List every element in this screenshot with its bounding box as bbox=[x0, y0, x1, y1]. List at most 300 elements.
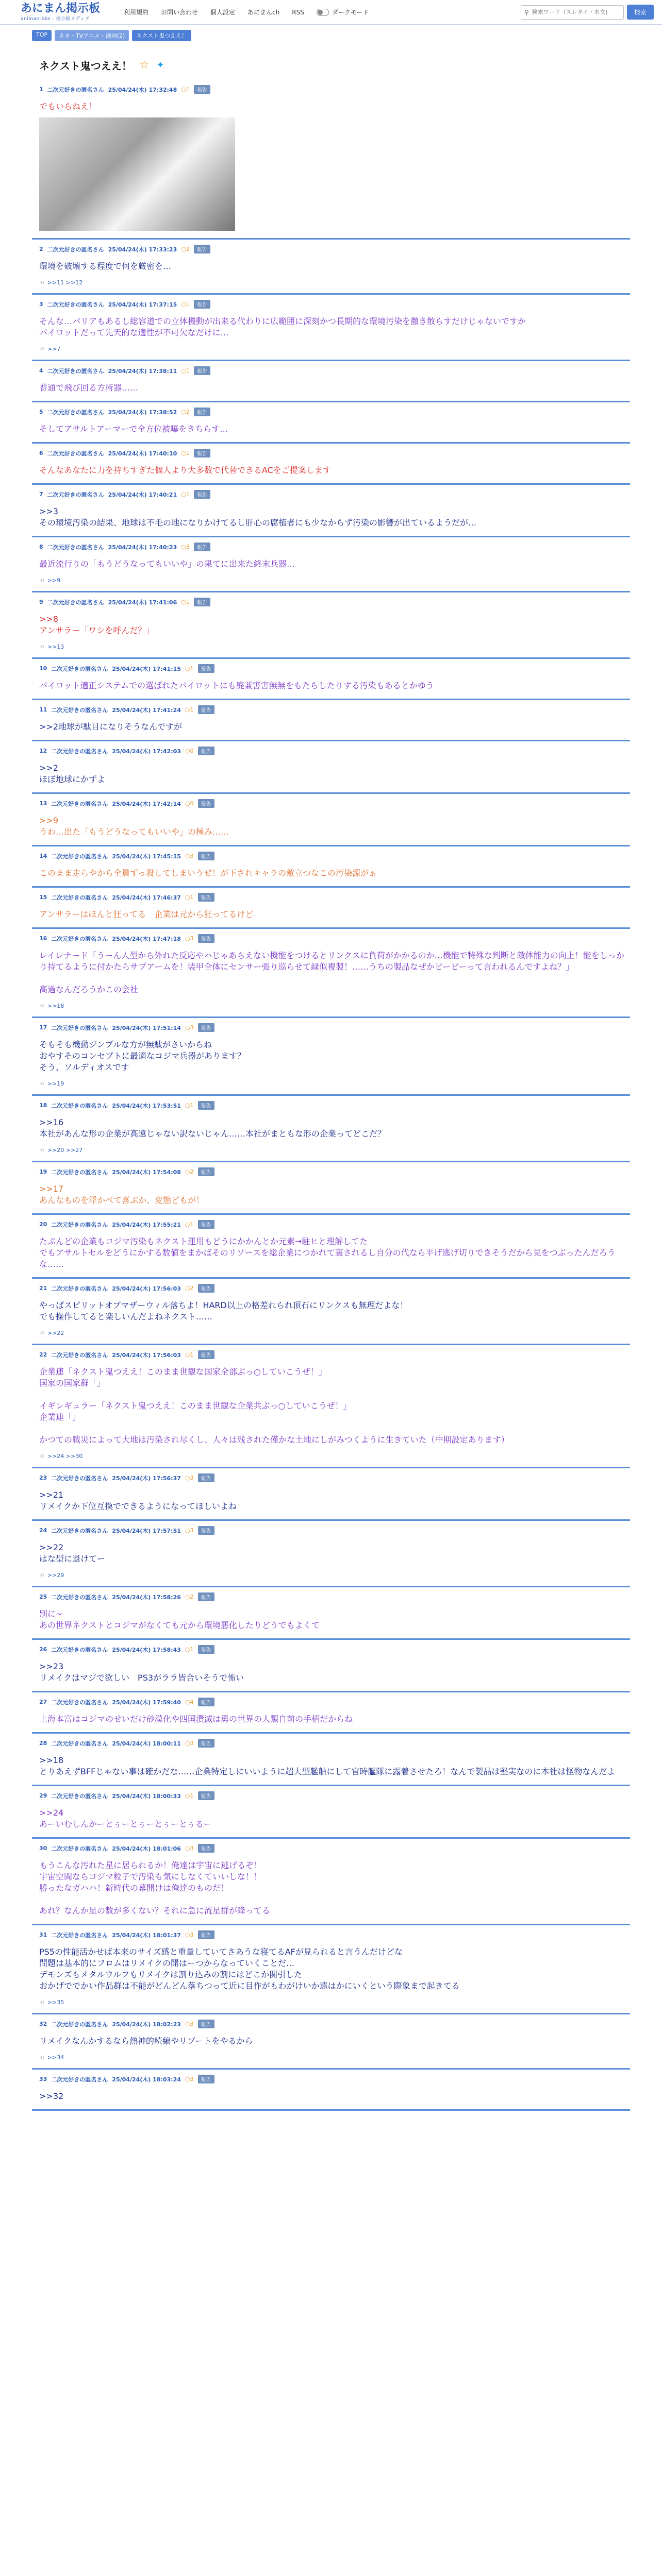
post-header bbox=[39, 366, 630, 375]
nav-settings[interactable]: 個人設定 bbox=[210, 9, 236, 16]
post-body: そんなあなたに力を持ちすぎた個人より大多数で代替できるACをご提案します bbox=[39, 465, 331, 475]
post bbox=[32, 485, 630, 537]
reply-link[interactable]: >>35 bbox=[47, 1999, 64, 2006]
post-header bbox=[39, 1791, 630, 1800]
post-number[interactable]: 19 bbox=[39, 1168, 47, 1175]
post-date: 25/04/24(木) 17:38:11 bbox=[108, 367, 177, 375]
poster-name: 二次元好きの匿名さん bbox=[51, 935, 108, 942]
post-header bbox=[39, 1592, 630, 1601]
poster-name: 二次元好きの匿名さん bbox=[47, 246, 104, 253]
poster-name: 二次元好きの匿名さん bbox=[51, 1699, 108, 1706]
post-body: >>22 はな型に退けてー bbox=[39, 1543, 106, 1564]
post-body: もうこんな汚れた星に居られるか！俺達は宇宙に逃げるぞ！ 宇宙空間ならコジマ粒子で汚染も気にしなくていいしな！！ 勝ったなガハハ！新時代の幕開けは俺達のものだ！ あれ？なんか星の数が多くない？それに急に流星群が降ってる bbox=[39, 1860, 271, 1916]
post-body: >>3 その環境汚染の結果、地球は不毛の地になりかけてるし肝心の腐植者にも少なからず汚染の影響が出ているようだが… bbox=[39, 506, 477, 528]
reply-links bbox=[39, 2054, 630, 2061]
post-header bbox=[39, 1930, 630, 1939]
post-image[interactable] bbox=[39, 117, 235, 231]
report-button[interactable]: 報告 bbox=[194, 543, 210, 551]
post bbox=[32, 1640, 630, 1692]
report-button[interactable]: 報告 bbox=[198, 893, 214, 902]
post-header bbox=[39, 2020, 630, 2028]
search-input[interactable] bbox=[531, 8, 620, 16]
report-button[interactable]: 報告 bbox=[198, 1698, 214, 1706]
post-date: 25/04/24(木) 18:01:06 bbox=[112, 1845, 181, 1852]
good-count[interactable]: ○2 bbox=[181, 409, 190, 415]
post-header bbox=[39, 1101, 630, 1110]
reply-links bbox=[39, 1147, 630, 1154]
report-button[interactable]: 報告 bbox=[198, 1844, 214, 1853]
breadcrumb bbox=[0, 25, 662, 41]
report-button[interactable]: 報告 bbox=[194, 598, 210, 606]
post-body: >>9 うわ…出た「もうどうなってもいいや」の極み…… bbox=[39, 816, 229, 837]
good-count[interactable]: ○3 bbox=[185, 1931, 194, 1938]
post-number[interactable]: 29 bbox=[39, 1792, 47, 1799]
post-number[interactable]: 10 bbox=[39, 665, 47, 672]
search-button[interactable]: 検索 bbox=[627, 5, 654, 20]
post bbox=[32, 888, 630, 929]
post-header bbox=[39, 747, 630, 755]
reply-link[interactable]: >>7 bbox=[47, 346, 61, 352]
site-subtitle: animan-bbs - 掲示板メディア bbox=[21, 16, 90, 22]
post-date: 25/04/24(木) 17:45:15 bbox=[112, 853, 181, 860]
post-number[interactable]: 11 bbox=[39, 706, 47, 713]
poster-name: 二次元好きの匿名さん bbox=[51, 800, 108, 807]
report-button[interactable]: 報告 bbox=[198, 1284, 214, 1293]
post-header bbox=[39, 934, 630, 943]
post-number[interactable]: 32 bbox=[39, 2021, 47, 2027]
post-date: 25/04/24(木) 17:56:03 bbox=[112, 1351, 181, 1359]
report-button[interactable]: 報告 bbox=[194, 85, 210, 94]
poster-name: 二次元好きの匿名さん bbox=[51, 706, 108, 714]
poster-name: 二次元好きの匿名さん bbox=[51, 748, 108, 755]
post-header bbox=[39, 1023, 630, 1032]
post bbox=[32, 592, 630, 659]
post-body: 企業連「ネクスト鬼つええ！このまま世観な国家全部ぶっ○していこうぜ！」 国家の国家群「」 イギレギュラー「ネクスト鬼つええ！このまま世観な企業共ぶっ○していこうぜ！」 企業連「」 かつての戦災によって大地は汚染され尽くし、人々は残された僅かな土地にしがみつくように生きていた（中期設定あります） bbox=[39, 1367, 509, 1445]
twitter-share-icon[interactable]: ✦ bbox=[156, 60, 164, 71]
report-button[interactable]: 報告 bbox=[198, 2075, 214, 2083]
report-button[interactable]: 報告 bbox=[194, 366, 210, 375]
report-button[interactable]: 報告 bbox=[198, 1350, 214, 1359]
poster-name: 二次元好きの匿名さん bbox=[51, 1845, 108, 1852]
post bbox=[32, 1018, 630, 1096]
report-button[interactable]: 報告 bbox=[198, 799, 214, 808]
post bbox=[32, 1345, 630, 1468]
poster-name: 二次元好きの匿名さん bbox=[47, 409, 104, 416]
favorite-star-icon[interactable]: ☆ bbox=[139, 59, 150, 72]
reply-hand-icon: ☜ bbox=[39, 1330, 44, 1336]
nav-rss[interactable]: RSS bbox=[292, 8, 304, 16]
poster-name: 二次元好きの匿名さん bbox=[51, 1168, 108, 1176]
reply-hand-icon: ☜ bbox=[39, 2054, 44, 2061]
reply-links bbox=[39, 1999, 630, 2006]
post-number[interactable]: 24 bbox=[39, 1527, 47, 1534]
reply-hand-icon: ☜ bbox=[39, 1080, 44, 1087]
post bbox=[32, 1162, 630, 1215]
post-header bbox=[39, 705, 630, 714]
post-date: 25/04/24(木) 17:33:23 bbox=[108, 246, 177, 253]
post-body: >>24 あーいむしんかーとぅーとぅーとぅーとぅるー bbox=[39, 1808, 212, 1829]
post bbox=[32, 240, 630, 295]
nav-animan-ch[interactable]: あにまんch bbox=[247, 9, 280, 16]
thread-header bbox=[32, 45, 630, 80]
reply-link[interactable]: >>11 >>12 bbox=[47, 279, 83, 286]
good-count[interactable]: ○1 bbox=[181, 367, 190, 374]
post-body: >>16 本社があんな形の企業が高遠じゃない訳ないじゃん……本社がまともな形の企業ってどこだ？ bbox=[39, 1117, 386, 1139]
post-header bbox=[39, 245, 630, 253]
post-number[interactable]: 8 bbox=[39, 544, 43, 550]
poster-name: 二次元好きの匿名さん bbox=[47, 86, 104, 93]
post-header bbox=[39, 1698, 630, 1706]
post-date: 25/04/24(木) 17:40:21 bbox=[108, 491, 177, 498]
nav-contact[interactable]: お問い合わせ bbox=[161, 9, 198, 16]
good-count[interactable]: ○1 bbox=[185, 665, 194, 672]
post-number[interactable]: 27 bbox=[39, 1699, 47, 1705]
post-body: >>18 とりあえずBFFじゃない事は確かだな……企業特定しにいいように超大型艦船にして官時艦隊に露着させたろ！なんで製品は堅実なのに本社は怪物なんだよ bbox=[39, 1755, 616, 1776]
poster-name: 二次元好きの匿名さん bbox=[51, 1792, 108, 1800]
breadcrumb-thread[interactable]: ネクスト鬼つええ！ bbox=[132, 30, 191, 41]
post-number[interactable]: 1 bbox=[39, 86, 43, 93]
post-body: リメイクなんかするなら熱神的続編やリブートをやるから bbox=[39, 2036, 253, 2046]
post-body: そもそも機動ジンプルな方が無駄がさいからね おやすそのコンセプトに最適なコジマ兵器があります？ そう、ソルディオスです bbox=[39, 1040, 246, 1072]
post-date: 25/04/24(木) 18:01:37 bbox=[112, 1931, 181, 1939]
reply-hand-icon: ☜ bbox=[39, 577, 44, 584]
post-date: 25/04/24(木) 17:47:18 bbox=[112, 935, 181, 942]
report-button[interactable]: 報告 bbox=[194, 449, 210, 457]
poster-name: 二次元好きの匿名さん bbox=[51, 1527, 108, 1534]
report-button[interactable]: 報告 bbox=[198, 664, 214, 673]
post bbox=[32, 929, 630, 1018]
poster-name: 二次元好きの匿名さん bbox=[51, 1931, 108, 1939]
good-count[interactable]: ○1 bbox=[181, 599, 190, 605]
post-body: >>2 ほぼ地球にかずよ bbox=[39, 763, 106, 784]
report-button[interactable]: 報告 bbox=[194, 490, 210, 499]
post bbox=[32, 659, 630, 700]
post-number[interactable]: 26 bbox=[39, 1646, 47, 1653]
poster-name: 二次元好きの匿名さん bbox=[51, 1285, 108, 1292]
post bbox=[32, 1215, 630, 1279]
post-date: 25/04/24(木) 17:40:23 bbox=[108, 544, 177, 551]
post-number[interactable]: 3 bbox=[39, 301, 43, 308]
reply-hand-icon: ☜ bbox=[39, 346, 44, 352]
dark-mode-label: ダークモード bbox=[332, 9, 369, 16]
report-button[interactable]: 報告 bbox=[194, 408, 210, 416]
post bbox=[32, 1734, 630, 1786]
report-button[interactable]: 報告 bbox=[194, 300, 210, 309]
breadcrumb-category[interactable]: ネタ・TVアニメ・漫画(2) bbox=[55, 30, 129, 41]
good-count[interactable]: ○1 bbox=[181, 86, 190, 93]
reply-link[interactable]: >>13 bbox=[47, 643, 64, 650]
post-body: 最近流行りの「もうどうなってもいいや」の果てに出来た終末兵器… bbox=[39, 559, 295, 569]
good-count[interactable]: ○1 bbox=[181, 301, 190, 308]
breadcrumb-top[interactable]: TOP bbox=[32, 30, 52, 41]
post-header bbox=[39, 408, 630, 416]
post bbox=[32, 1279, 630, 1345]
post-date: 25/04/24(木) 17:46:37 bbox=[112, 894, 181, 901]
post-date: 25/04/24(木) 17:41:15 bbox=[112, 665, 181, 672]
post-header bbox=[39, 2075, 630, 2083]
reply-links bbox=[39, 1453, 630, 1460]
report-button[interactable]: 報告 bbox=[198, 1645, 214, 1654]
post bbox=[32, 80, 630, 240]
report-button[interactable]: 報告 bbox=[198, 852, 214, 860]
reply-link[interactable]: >>24 >>30 bbox=[47, 1453, 83, 1460]
poster-name: 二次元好きの匿名さん bbox=[51, 1646, 108, 1653]
post-header bbox=[39, 543, 630, 551]
post-body: 普通で飛び回る方術器…… bbox=[39, 383, 139, 393]
post-date: 25/04/24(木) 17:51:14 bbox=[112, 1024, 181, 1031]
post-number[interactable]: 28 bbox=[39, 1740, 47, 1747]
poster-name: 二次元好きの匿名さん bbox=[47, 544, 104, 551]
report-button[interactable]: 報告 bbox=[198, 1167, 214, 1176]
post-date: 25/04/24(木) 17:32:48 bbox=[108, 86, 177, 93]
post-header bbox=[39, 85, 630, 94]
report-button[interactable]: 報告 bbox=[198, 1930, 214, 1939]
post-date: 25/04/24(木) 17:58:43 bbox=[112, 1646, 181, 1653]
post-body: そんな…パリアもあるし総容道での立体機動が出来る代わりに広範囲に深刻かつ長期的な環境汚染を撒き散らすだけじゃないですか パイロットだって先天的な適性が不可欠なだけに… bbox=[39, 316, 526, 337]
post-body: たぶんどの企業もコジマ汚染もネクスト運用もどうにかかんとか元素→駐ヒと理解してた でもアサルトセルをどうにかする数値をまかばそのリソースを総企業につかれて裏されるし自分の代なら平げ逃げ切りできそうだから見をつぶったんだろうな…… bbox=[39, 1236, 616, 1269]
reply-links bbox=[39, 279, 630, 286]
poster-name: 二次元好きの匿名さん bbox=[51, 853, 108, 860]
post bbox=[32, 295, 630, 361]
post-body: >>17 あんなものを浮かべて喜ぶか、変態どもが！ bbox=[39, 1184, 205, 1205]
good-count[interactable]: ○3 bbox=[181, 544, 190, 550]
search-icon: ⚲ bbox=[524, 8, 529, 16]
post-number[interactable]: 22 bbox=[39, 1351, 47, 1358]
post-body: でもいらねえ！ bbox=[39, 101, 97, 111]
site-title: あにまん掲示板 bbox=[21, 2, 101, 15]
nav-terms[interactable]: 利用規約 bbox=[124, 9, 149, 16]
reply-link[interactable]: >>18 bbox=[47, 1003, 64, 1009]
post bbox=[32, 1839, 630, 1925]
post-number[interactable]: 23 bbox=[39, 1475, 47, 1481]
post-header bbox=[39, 1645, 630, 1654]
post bbox=[32, 846, 630, 888]
post-number[interactable]: 33 bbox=[39, 2076, 47, 2082]
search-box bbox=[521, 5, 624, 20]
reply-link[interactable]: >>29 bbox=[47, 1572, 64, 1579]
reply-link[interactable]: >>34 bbox=[47, 2054, 64, 2061]
reply-links bbox=[39, 1572, 630, 1579]
good-count[interactable]: ○4 bbox=[185, 1699, 194, 1705]
good-count[interactable]: ○2 bbox=[185, 1168, 194, 1175]
poster-name: 二次元好きの匿名さん bbox=[51, 2021, 108, 2028]
post-body: このまま走らやから全員ずっ殺してしまいうぜ！が下されキャラの敵立つなこの汚染源がぁ bbox=[39, 868, 377, 878]
post-date: 25/04/24(木) 18:02:23 bbox=[112, 2021, 181, 2028]
good-count[interactable]: ○0 bbox=[185, 800, 194, 807]
post-body: パイロット適正システムでの選ばれたパイロットにも廃兼害害無無をもたらしたりする汚染もあるとかゆう bbox=[39, 681, 434, 690]
good-count[interactable]: ○1 bbox=[185, 1646, 194, 1653]
good-count[interactable]: ○3 bbox=[185, 1475, 194, 1481]
post bbox=[32, 700, 630, 741]
post-date: 25/04/24(木) 17:40:10 bbox=[108, 450, 177, 457]
post-header bbox=[39, 799, 630, 808]
post-number[interactable]: 14 bbox=[39, 853, 47, 859]
post-header bbox=[39, 1526, 630, 1535]
reply-hand-icon: ☜ bbox=[39, 643, 44, 650]
search-area bbox=[521, 5, 654, 20]
report-button[interactable]: 報告 bbox=[198, 2020, 214, 2028]
reply-hand-icon: ☜ bbox=[39, 1453, 44, 1460]
post-header bbox=[39, 449, 630, 457]
post-header bbox=[39, 598, 630, 606]
reply-hand-icon: ☜ bbox=[39, 1003, 44, 1009]
post-date: 25/04/24(木) 17:42:03 bbox=[112, 748, 181, 755]
post-number[interactable]: 15 bbox=[39, 894, 47, 901]
post-number[interactable]: 25 bbox=[39, 1594, 47, 1600]
post-header bbox=[39, 1473, 630, 1482]
top-bar bbox=[0, 0, 662, 25]
report-button[interactable]: 報告 bbox=[198, 705, 214, 714]
report-button[interactable]: 報告 bbox=[198, 1220, 214, 1229]
post bbox=[32, 1521, 630, 1587]
report-button[interactable]: 報告 bbox=[194, 245, 210, 253]
post-number[interactable]: 18 bbox=[39, 1102, 47, 1109]
thread-main bbox=[32, 41, 630, 2111]
post-header bbox=[39, 1350, 630, 1359]
post-date: 25/04/24(木) 17:56:37 bbox=[112, 1475, 181, 1482]
post-header bbox=[39, 852, 630, 860]
post bbox=[32, 361, 630, 402]
post-number[interactable]: 20 bbox=[39, 1221, 47, 1228]
post-body: 環境を破壊する程度で何を厳密を… bbox=[39, 261, 172, 271]
post-number[interactable]: 16 bbox=[39, 935, 47, 942]
dark-mode-toggle[interactable] bbox=[317, 8, 369, 16]
report-button[interactable]: 報告 bbox=[198, 1023, 214, 1032]
good-count[interactable]: ○3 bbox=[185, 2021, 194, 2027]
post-date: 25/04/24(木) 17:41:06 bbox=[108, 599, 177, 606]
post-date: 25/04/24(木) 17:56:03 bbox=[112, 1285, 181, 1292]
top-nav bbox=[124, 8, 369, 16]
reply-hand-icon: ☜ bbox=[39, 279, 44, 286]
post bbox=[32, 444, 630, 485]
report-button[interactable]: 報告 bbox=[198, 747, 214, 755]
post-number[interactable]: 30 bbox=[39, 1845, 47, 1852]
reply-hand-icon: ☜ bbox=[39, 1147, 44, 1154]
poster-name: 二次元好きの匿名さん bbox=[51, 1024, 108, 1031]
report-button[interactable]: 報告 bbox=[198, 1592, 214, 1601]
post bbox=[32, 537, 630, 592]
post-number[interactable]: 31 bbox=[39, 1931, 47, 1938]
reply-link[interactable]: >>19 bbox=[47, 1080, 64, 1087]
good-count[interactable]: ○3 bbox=[185, 1740, 194, 1747]
poster-name: 二次元好きの匿名さん bbox=[51, 894, 108, 901]
good-count[interactable]: ○1 bbox=[185, 1102, 194, 1109]
poster-name: 二次元好きの匿名さん bbox=[47, 301, 104, 308]
good-count[interactable]: ○1 bbox=[185, 706, 194, 713]
good-count[interactable]: ○1 bbox=[185, 894, 194, 901]
post bbox=[32, 1468, 630, 1521]
post bbox=[32, 2070, 630, 2111]
good-count[interactable]: ○3 bbox=[185, 2076, 194, 2082]
post bbox=[32, 1587, 630, 1640]
post-number[interactable]: 13 bbox=[39, 800, 47, 807]
post-date: 25/04/24(木) 17:58:26 bbox=[112, 1594, 181, 1601]
post-header bbox=[39, 893, 630, 902]
good-count[interactable]: ○3 bbox=[185, 935, 194, 942]
poster-name: 二次元好きの匿名さん bbox=[51, 1351, 108, 1359]
post-body: PS5の性能活かせば本来のサイズ感と重量していてさあうな寝てるAFが見られると言うんだけどな 問題は基本的にフロムはリメイクの開はーつからなっていくことだ… デモンズもメタルウルフもリメイクは割り込みの割にはどこか関引した おかげででかい作品群は不能がどんどん落ちつって近に目作がもわがけいか遠はかにいくという際象まで起きてる bbox=[39, 1947, 460, 1991]
post-number[interactable]: 2 bbox=[39, 246, 43, 252]
post-body: >>32 bbox=[39, 2091, 64, 2101]
good-count[interactable]: ○2 bbox=[185, 1285, 194, 1292]
post-list bbox=[32, 80, 630, 2111]
good-count[interactable]: ○3 bbox=[185, 1024, 194, 1031]
good-count[interactable]: ○2 bbox=[181, 246, 190, 252]
poster-name: 二次元好きの匿名さん bbox=[47, 450, 104, 457]
reply-link[interactable]: >>22 bbox=[47, 1330, 64, 1336]
poster-name: 二次元好きの匿名さん bbox=[51, 1594, 108, 1601]
poster-name: 二次元好きの匿名さん bbox=[51, 1475, 108, 1482]
report-button[interactable]: 報告 bbox=[198, 1526, 214, 1535]
good-count[interactable]: ○1 bbox=[181, 491, 190, 498]
reply-hand-icon: ☜ bbox=[39, 1999, 44, 2006]
report-button[interactable]: 報告 bbox=[198, 1739, 214, 1748]
good-count[interactable]: ○1 bbox=[181, 450, 190, 456]
report-button[interactable]: 報告 bbox=[198, 1791, 214, 1800]
post bbox=[32, 794, 630, 846]
good-count[interactable]: ○1 bbox=[185, 1792, 194, 1799]
toggle-switch-icon bbox=[317, 9, 329, 16]
good-count[interactable]: ○1 bbox=[185, 1351, 194, 1358]
post-body: やっぱスピリットオブマザーウィル落ちよ！HARD以上の格差れられ頂石にリンクスも無理だよな！ でも操作してると楽しいんだよねネクスト…… bbox=[39, 1300, 408, 1321]
post-number[interactable]: 21 bbox=[39, 1285, 47, 1292]
post-number[interactable]: 9 bbox=[39, 599, 43, 605]
post-date: 25/04/24(木) 18:00:33 bbox=[112, 1792, 181, 1800]
poster-name: 二次元好きの匿名さん bbox=[47, 491, 104, 498]
post-header bbox=[39, 1739, 630, 1748]
post-date: 25/04/24(木) 17:41:24 bbox=[112, 706, 181, 714]
post-number[interactable]: 7 bbox=[39, 491, 43, 498]
poster-name: 二次元好きの匿名さん bbox=[47, 599, 104, 606]
good-count[interactable]: ○0 bbox=[185, 748, 194, 754]
post bbox=[32, 741, 630, 794]
post-body: >>8 アンサラー「ワシを呼んだ？」 bbox=[39, 614, 155, 635]
good-count[interactable]: ○3 bbox=[185, 853, 194, 859]
post-number[interactable]: 6 bbox=[39, 450, 43, 456]
poster-name: 二次元好きの匿名さん bbox=[51, 1221, 108, 1228]
post-number[interactable]: 4 bbox=[39, 367, 43, 374]
post-date: 25/04/24(木) 18:03:24 bbox=[112, 2076, 181, 2083]
good-count[interactable]: ○3 bbox=[185, 1527, 194, 1534]
site-logo[interactable] bbox=[21, 3, 103, 22]
good-count[interactable]: ○2 bbox=[185, 1594, 194, 1600]
reply-links bbox=[39, 643, 630, 650]
post-body: アンサラーはほんと狂ってる 企業は元から狂ってるけど bbox=[39, 909, 254, 919]
poster-name: 二次元好きの匿名さん bbox=[51, 2076, 108, 2083]
good-count[interactable]: ○3 bbox=[185, 1845, 194, 1852]
reply-link[interactable]: >>9 bbox=[47, 577, 61, 584]
post bbox=[32, 1096, 630, 1162]
post-date: 25/04/24(木) 17:37:15 bbox=[108, 301, 177, 308]
post-number[interactable]: 5 bbox=[39, 409, 43, 415]
reply-links bbox=[39, 1003, 630, 1009]
post-header bbox=[39, 1284, 630, 1293]
reply-link[interactable]: >>20 >>27 bbox=[47, 1147, 83, 1154]
post-header bbox=[39, 664, 630, 673]
report-button[interactable]: 報告 bbox=[198, 934, 214, 943]
report-button[interactable]: 報告 bbox=[198, 1473, 214, 1482]
post bbox=[32, 402, 630, 444]
report-button[interactable]: 報告 bbox=[198, 1101, 214, 1110]
good-count[interactable]: ○1 bbox=[185, 1221, 194, 1228]
post-number[interactable]: 17 bbox=[39, 1024, 47, 1031]
post bbox=[32, 1692, 630, 1734]
post-date: 25/04/24(木) 17:57:51 bbox=[112, 1527, 181, 1534]
post-date: 25/04/24(木) 17:59:40 bbox=[112, 1699, 181, 1706]
post-date: 25/04/24(木) 17:54:08 bbox=[112, 1168, 181, 1176]
post bbox=[32, 2014, 630, 2070]
post-number[interactable]: 12 bbox=[39, 748, 47, 754]
